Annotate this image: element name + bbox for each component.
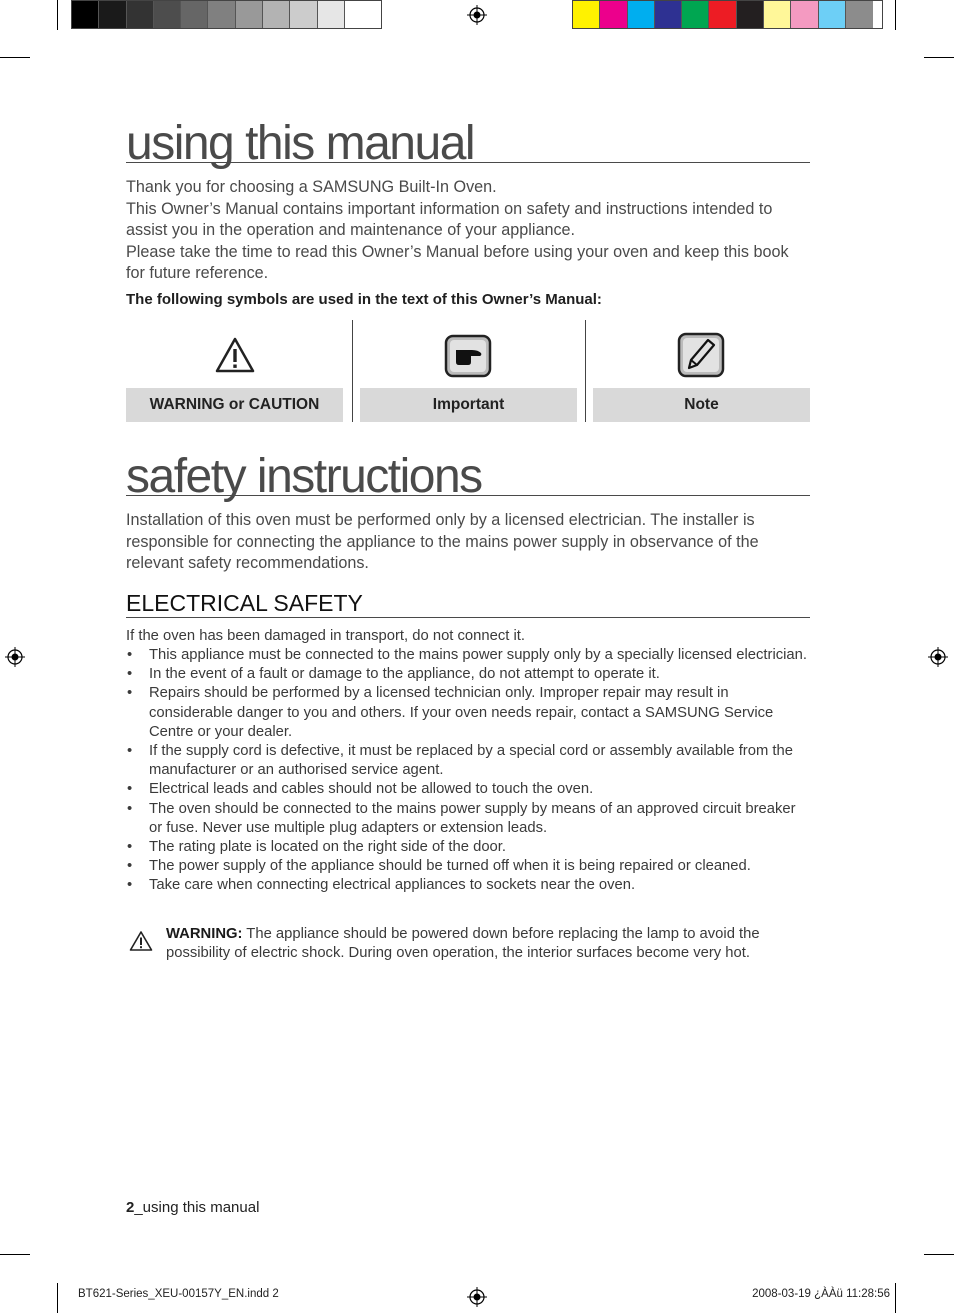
process-color-bar <box>572 0 883 29</box>
warning-note <box>166 925 810 963</box>
pointing-hand-icon <box>444 334 492 378</box>
section-title-safety: safety instructions <box>126 455 810 496</box>
crop-mark <box>0 57 30 58</box>
intro-paragraph: Thank you for choosing a SAMSUNG Built-In Oven. This Owner’s Manual contains important information on safety and instructions intended to assist you in the operation and maintenance of your appliance. Please take the time to read this Owner’s Manual before using your oven and keep this book for future reference. <box>126 178 789 283</box>
warning-triangle-icon <box>129 930 153 952</box>
page-number: 2 <box>126 1199 135 1216</box>
color-swatch <box>737 1 764 28</box>
color-swatch <box>819 1 846 28</box>
list-item: • The rating plate is located on the right side of the door. <box>126 838 810 857</box>
registration-mark-icon <box>467 1287 487 1307</box>
list-item: • Electrical leads and cables should not be allowed to touch the oven. <box>126 780 810 799</box>
color-swatch <box>154 1 181 28</box>
symbol-warning <box>126 320 343 422</box>
color-swatch <box>600 1 627 28</box>
crop-mark <box>924 57 954 58</box>
color-swatch <box>573 1 600 28</box>
section-title-using-manual: using this manual <box>126 122 810 163</box>
symbol-important <box>360 320 577 422</box>
registration-mark-icon <box>5 647 25 667</box>
symbols-intro: The following symbols are used in the text of this Owner’s Manual: <box>126 291 602 308</box>
color-swatch <box>791 1 818 28</box>
list-item: • The power supply of the appliance should be turned off when it is being repaired or cleaned. <box>126 857 810 876</box>
list-item: • This appliance must be connected to the mains power supply only by a specially licensed electrician. <box>126 646 810 665</box>
color-swatch <box>655 1 682 28</box>
note-pencil-icon <box>677 332 725 378</box>
crop-mark <box>0 1254 30 1255</box>
color-swatch <box>290 1 317 28</box>
list-item: • Repairs should be performed by a licensed technician only. Improper repair may result in considerable danger to you and others. If your oven needs repair, contact a SAMSUNG Service Centre or your dealer. <box>126 684 810 742</box>
warning-text: The appliance should be powered down before replacing the lamp to avoid the possibility of electric shock. During oven operation, the interior surfaces become very hot. <box>166 926 760 962</box>
list-item: • In the event of a fault or damage to the appliance, do not attempt to operate it. <box>126 665 810 684</box>
gray-color-bar <box>71 0 382 29</box>
color-swatch <box>764 1 791 28</box>
warning-triangle-icon <box>214 336 256 374</box>
slug-timestamp: 2008-03-19 ¿ÀÀü 11:28:56 <box>752 1288 890 1300</box>
color-swatch <box>263 1 290 28</box>
color-swatch <box>682 1 709 28</box>
color-swatch <box>318 1 345 28</box>
crop-mark <box>895 0 896 30</box>
color-swatch <box>181 1 208 28</box>
safety-bullet-list <box>126 646 810 896</box>
symbol-label: Important <box>360 388 577 422</box>
page-footer <box>126 1199 259 1216</box>
symbol-label: WARNING or CAUTION <box>126 388 343 422</box>
color-swatch <box>99 1 126 28</box>
symbol-label: Note <box>593 388 810 422</box>
safety-paragraph: Installation of this oven must be performed only by a licensed electrician. The installer is responsible for connecting the appliance to the mains power supply in observance of the relevant safety recommendations. <box>126 511 759 573</box>
list-item: • If the supply cord is defective, it must be replaced by a special cord or assembly available from the manufacturer or an authorised service agent. <box>126 742 810 780</box>
color-swatch <box>72 1 99 28</box>
divider <box>585 320 586 422</box>
color-swatch <box>846 1 873 28</box>
subheading-electrical-safety: ELECTRICAL SAFETY <box>126 589 810 618</box>
registration-mark-icon <box>928 647 948 667</box>
crop-mark <box>924 1254 954 1255</box>
symbol-note <box>593 320 810 422</box>
warning-label: WARNING: <box>166 926 243 942</box>
color-swatch <box>628 1 655 28</box>
slug-filename: BT621-Series_XEU-00157Y_EN.indd 2 <box>78 1288 279 1300</box>
crop-mark <box>57 1283 58 1313</box>
color-swatch <box>236 1 263 28</box>
color-swatch <box>345 1 372 28</box>
color-swatch <box>208 1 235 28</box>
color-swatch <box>127 1 154 28</box>
list-item: • Take care when connecting electrical appliances to sockets near the oven. <box>126 876 810 895</box>
divider <box>352 320 353 422</box>
crop-mark <box>57 0 58 30</box>
color-swatch <box>709 1 736 28</box>
list-item: • The oven should be connected to the mains power supply by means of an approved circuit breaker or fuse. Never use multiple plug adapters or extension leads. <box>126 800 810 838</box>
registration-mark-icon <box>467 5 487 25</box>
crop-mark <box>895 1283 896 1313</box>
electrical-intro: If the oven has been damaged in transport, do not connect it. <box>126 628 525 644</box>
page-label: _using this manual <box>134 1199 260 1216</box>
